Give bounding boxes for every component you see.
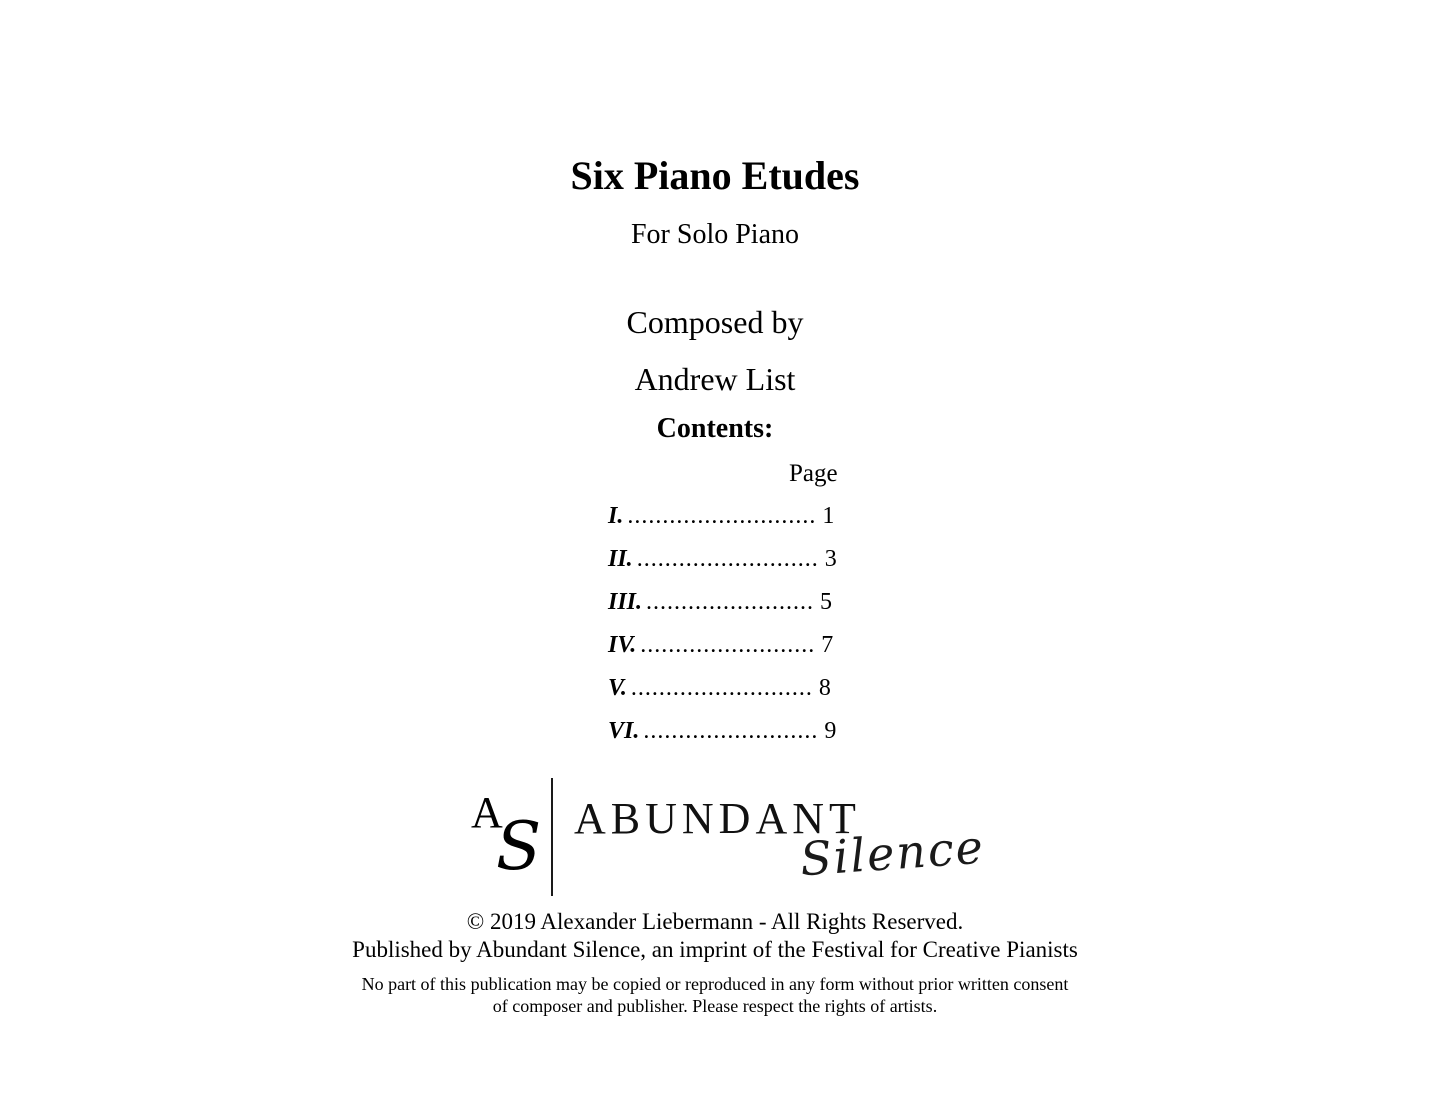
toc-page-number: 5 [820, 589, 833, 615]
table-of-contents [608, 495, 837, 753]
copyright-line: © 2019 Alexander Liebermann - All Rights Reserved. [466, 909, 964, 934]
toc-numeral: I. [608, 503, 624, 529]
toc-leader: .......................... [630, 675, 813, 701]
toc-leader: ........................... [627, 503, 817, 529]
toc-numeral: IV. [608, 632, 637, 658]
composer-name: Andrew List [634, 361, 796, 397]
rights-notice-line2: of composer and publisher. Please respect the rights of artists. [492, 996, 938, 1016]
publisher-line: Published by Abundant Silence, an imprint of the Festival for Creative Pianists [352, 937, 1078, 962]
logo-monogram-a: A [471, 788, 503, 837]
toc-page-number: 1 [822, 503, 835, 529]
toc-row [608, 495, 837, 538]
toc-leader: ......................... [643, 718, 819, 744]
toc-row [608, 624, 837, 667]
toc-page-number: 8 [818, 675, 831, 701]
composed-by-label: Composed by [626, 304, 804, 340]
toc-leader: ......................... [640, 632, 816, 658]
toc-leader: .......................... [636, 546, 819, 572]
toc-leader: ........................ [646, 589, 815, 615]
logo-script-word: Silence [798, 819, 987, 887]
page-subtitle: For Solo Piano [630, 219, 800, 250]
page-title: Six Piano Etudes [570, 153, 860, 198]
toc-row [608, 581, 837, 624]
toc-page-number: 3 [824, 546, 837, 572]
toc-row [608, 710, 837, 753]
toc-page-number: 9 [824, 718, 837, 744]
toc-page-number: 7 [821, 632, 834, 658]
rights-notice-line1: No part of this publication may be copied or reproduced in any form without prior written consent [361, 974, 1069, 994]
logo-divider-line [551, 778, 553, 896]
logo-wordmark: ABUNDANT [574, 794, 861, 843]
toc-numeral: III. [608, 589, 643, 615]
toc-numeral: II. [608, 546, 633, 572]
toc-row [608, 667, 837, 710]
toc-numeral: V. [608, 675, 627, 701]
contents-heading: Contents: [656, 413, 774, 444]
toc-row [608, 538, 837, 581]
toc-numeral: VI. [608, 718, 640, 744]
logo-monogram-s: S [496, 808, 542, 885]
page-column-header: Page [789, 460, 838, 487]
